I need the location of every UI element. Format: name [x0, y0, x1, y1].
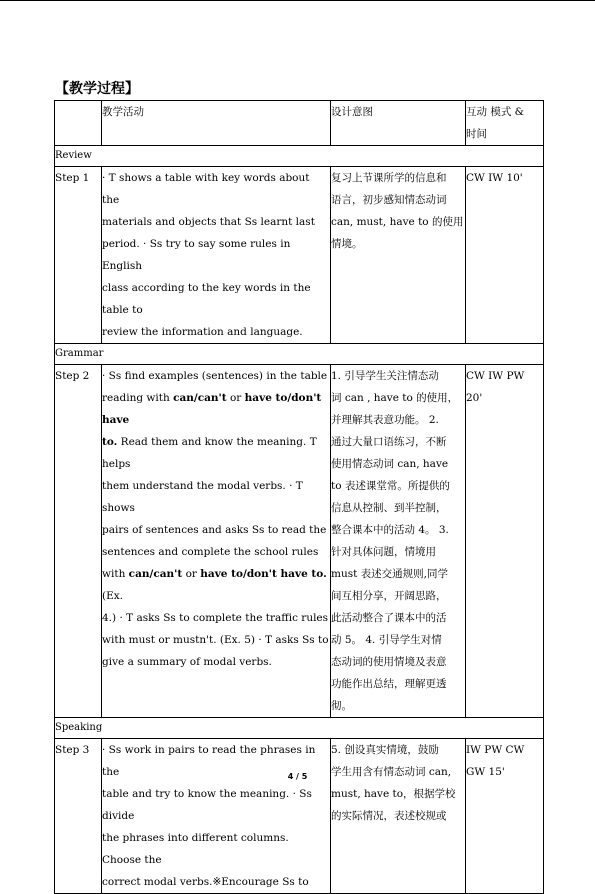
page-number: 4 / 5 — [287, 772, 308, 781]
activity-text: Read them and know the meaning. T helps them understand the modal verbs. · T shows pairs of sentences and asks Ss to read the sentences and complete the school rules with — [102, 436, 327, 580]
activity-cell: · T shows a table with key words about the materials and objects that Ss learnt last period. · Ss try to say some rules in English class according to the key words in the table to review the information and language. — [102, 167, 331, 344]
intent-cell: 复习上节课所学的信息和 语言，初步感知情态动词 can, must, have to 的使用 情境。 — [331, 167, 466, 344]
header-cell-step — [55, 101, 102, 146]
section-row-speaking — [55, 718, 544, 739]
section-row-grammar — [55, 344, 544, 365]
section-label: Grammar — [55, 344, 544, 365]
intent-cell: 1. 引导学生关注情态动 词 can , have to 的使用， 并理解其表意功能。 2. 通过大量口语练习，不断 使用情态动词 can, have to 表述课堂常。所提供的 信息从控制、到半控制， 整合课本中的活动 4。 3. 针对具体问题，情境用 must 表述交通规则,同学 间互相分享，开阔思路， 此活动整合了课本中的活 动 5。 4. 引导学生对情 态动词的使用情境及表意 功能作出总结，理解更透 彻。 — [331, 365, 466, 718]
intent-cell: 5. 创设真实情境，鼓励 学生用含有情态动词 can, must, have to，根据学校 的实际情况，表述校规或 — [331, 739, 466, 894]
modal-verb-highlight: have to/don't have to. — [200, 568, 327, 580]
table-header-row — [55, 101, 544, 146]
mode-cell: CW IW 10' — [466, 167, 544, 344]
activity-text: · Ss find examples (sentences) in the table reading with — [102, 370, 328, 404]
section-row-review — [55, 146, 544, 167]
section-label: Speaking — [55, 718, 544, 739]
table-row — [55, 167, 544, 344]
header-cell-activity: 教学活动 — [102, 101, 331, 146]
table-row — [55, 365, 544, 718]
mode-cell: IW PW CW GW 15' — [466, 739, 544, 894]
step-label: Step 2 — [55, 365, 102, 718]
activity-cell: · Ss work in pairs to read the phrases in the table and try to know the meaning. · Ss divide the phrases into different columns. Choose the correct modal verbs.※Encourage Ss to — [102, 739, 331, 894]
table-row — [55, 739, 544, 894]
mode-cell: CW IW PW 20' — [466, 365, 544, 718]
section-heading: 【教学过程】 — [55, 81, 139, 97]
activity-text: (Ex. 4.) · T asks Ss to complete the traffic rules with must or mustn't. (Ex. 5) · T asks Ss to give a summary of modal verbs. — [102, 590, 329, 668]
step-label: Step 3 — [55, 739, 102, 894]
header-rule — [0, 0, 595, 1]
header-cell-intent: 设计意图 — [331, 101, 466, 146]
section-label: Review — [55, 146, 544, 167]
activity-cell — [102, 365, 331, 718]
header-cell-mode: 互动 模式 & 时间 — [466, 101, 544, 146]
modal-verb-highlight: can/can't — [173, 392, 227, 404]
activity-text: or — [226, 392, 245, 404]
activity-text: or — [182, 568, 201, 580]
modal-verb-highlight: can/can't — [128, 568, 183, 580]
modal-verb-highlight: have to/don't have to. — [102, 392, 322, 448]
step-label: Step 1 — [55, 167, 102, 344]
